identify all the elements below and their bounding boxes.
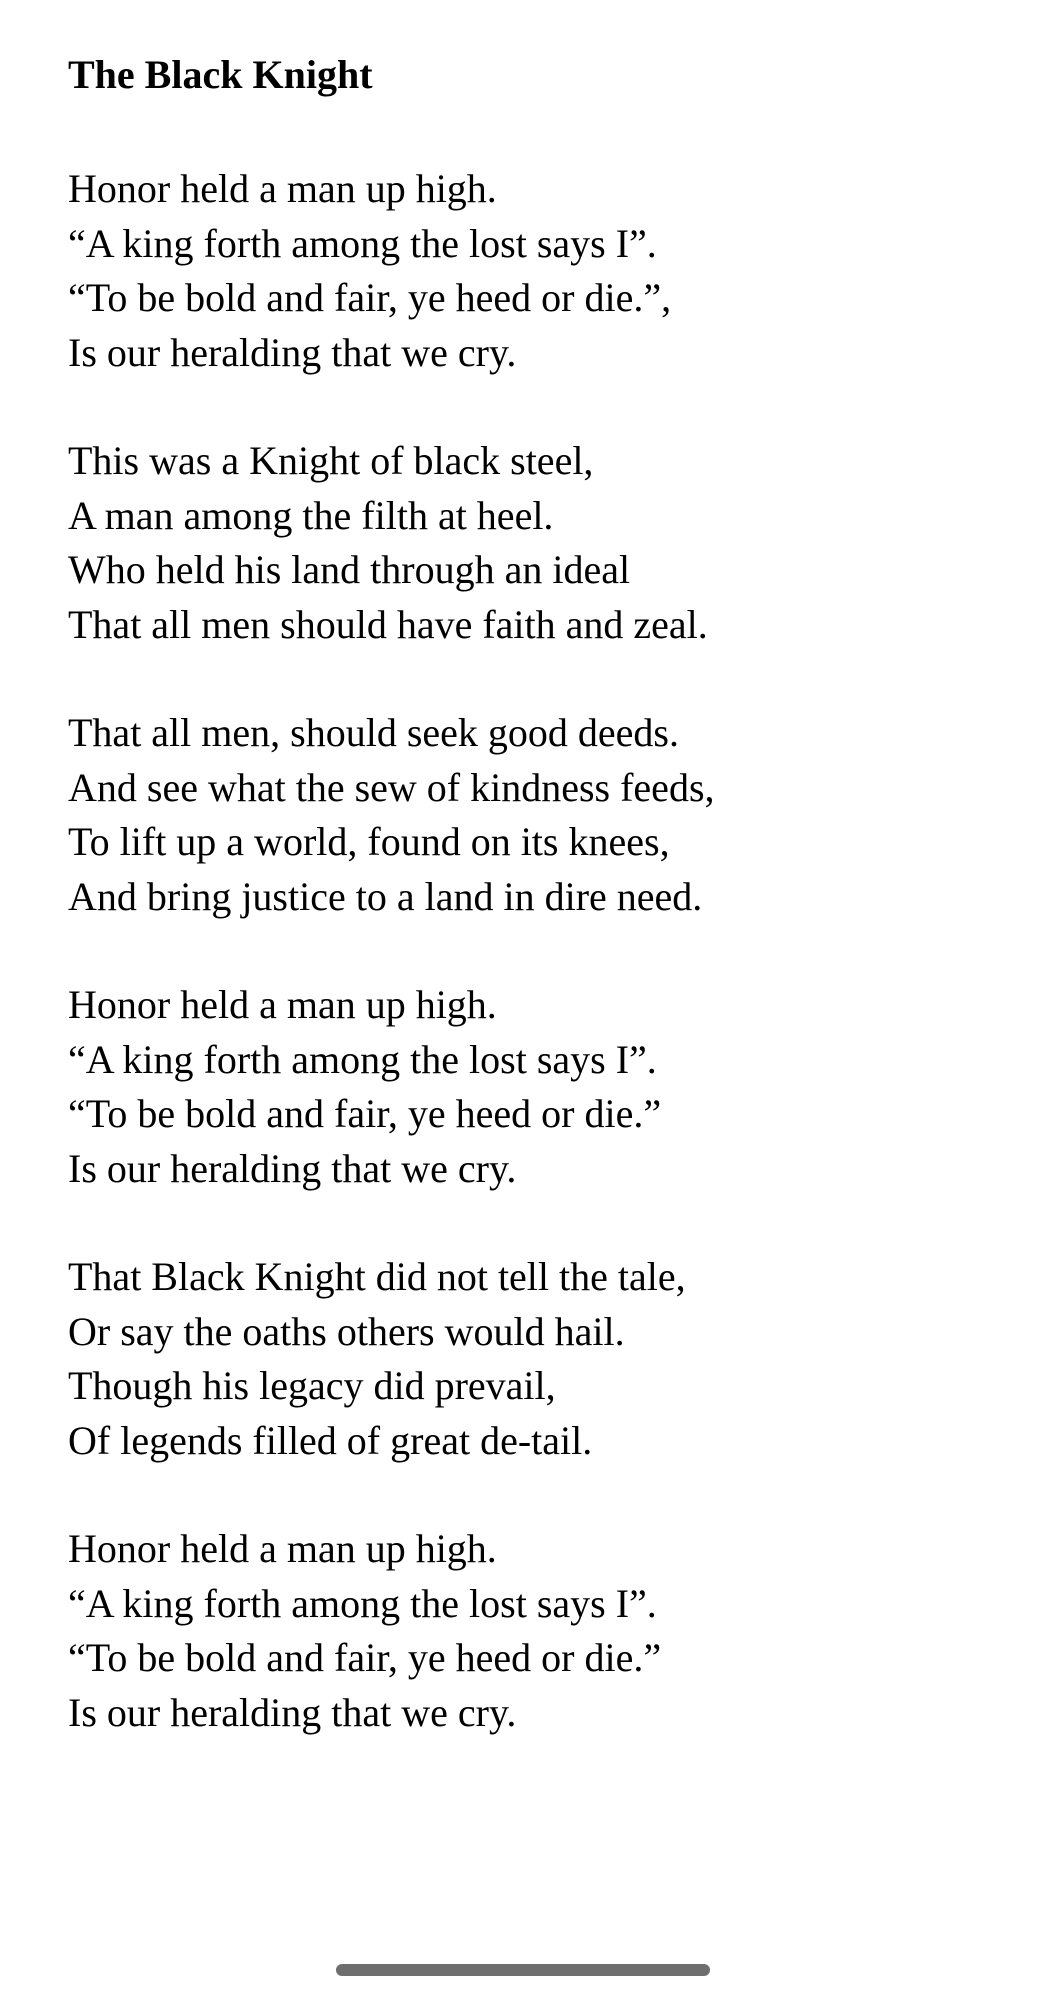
poem-line: Honor held a man up high. [68, 1526, 497, 1571]
poem-line: Is our heralding that we cry. [68, 1145, 517, 1191]
poem-title: The Black Knight [68, 52, 373, 97]
poem-line: That Black Knight did not tell the tale, [68, 1254, 686, 1299]
stanza-3 [68, 706, 1028, 924]
stanza-6 [68, 1522, 1028, 1740]
poem-line: To lift up a world, found on its knees, [68, 819, 670, 864]
poem-document [68, 48, 1028, 1794]
poem-line: “To be bold and fair, ye heed or die.” [68, 1091, 662, 1136]
stanza-1 [68, 162, 1028, 380]
poem-line: Honor held a man up high. [68, 982, 497, 1027]
poem-line: And see what the sew of kindness feeds, [68, 764, 715, 810]
poem-line: “A king forth among the lost says I”. [68, 1036, 657, 1082]
poem-line: Is our heralding that we cry. [68, 1689, 517, 1735]
poem-line: That all men should have faith and zeal. [68, 601, 708, 647]
poem-line: Honor held a man up high. [68, 166, 497, 211]
poem-line: That all men, should seek good deeds. [68, 710, 679, 755]
home-indicator-bar[interactable] [336, 1964, 710, 1976]
poem-line: And bring justice to a land in dire need. [68, 873, 703, 919]
stanza-2 [68, 434, 1028, 652]
poem-line: Is our heralding that we cry. [68, 329, 517, 375]
poem-line: “A king forth among the lost says I”. [68, 220, 657, 266]
poem-line: Who held his land through an ideal [68, 547, 631, 592]
poem-line: Or say the oaths others would hail. [68, 1308, 625, 1354]
poem-line: Of legends filled of great de-tail. [68, 1417, 593, 1463]
poem-line: “To be bold and fair, ye heed or die.” [68, 1635, 662, 1680]
poem-line: “A king forth among the lost says I”. [68, 1580, 657, 1626]
poem-line: Though his legacy did prevail, [68, 1363, 556, 1408]
poem-line: “To be bold and fair, ye heed or die.”, [68, 275, 672, 320]
poem-line: A man among the filth at heel. [68, 492, 554, 538]
stanza-5 [68, 1250, 1028, 1468]
poem-line: This was a Knight of black steel, [68, 438, 594, 483]
stanza-4 [68, 978, 1028, 1196]
